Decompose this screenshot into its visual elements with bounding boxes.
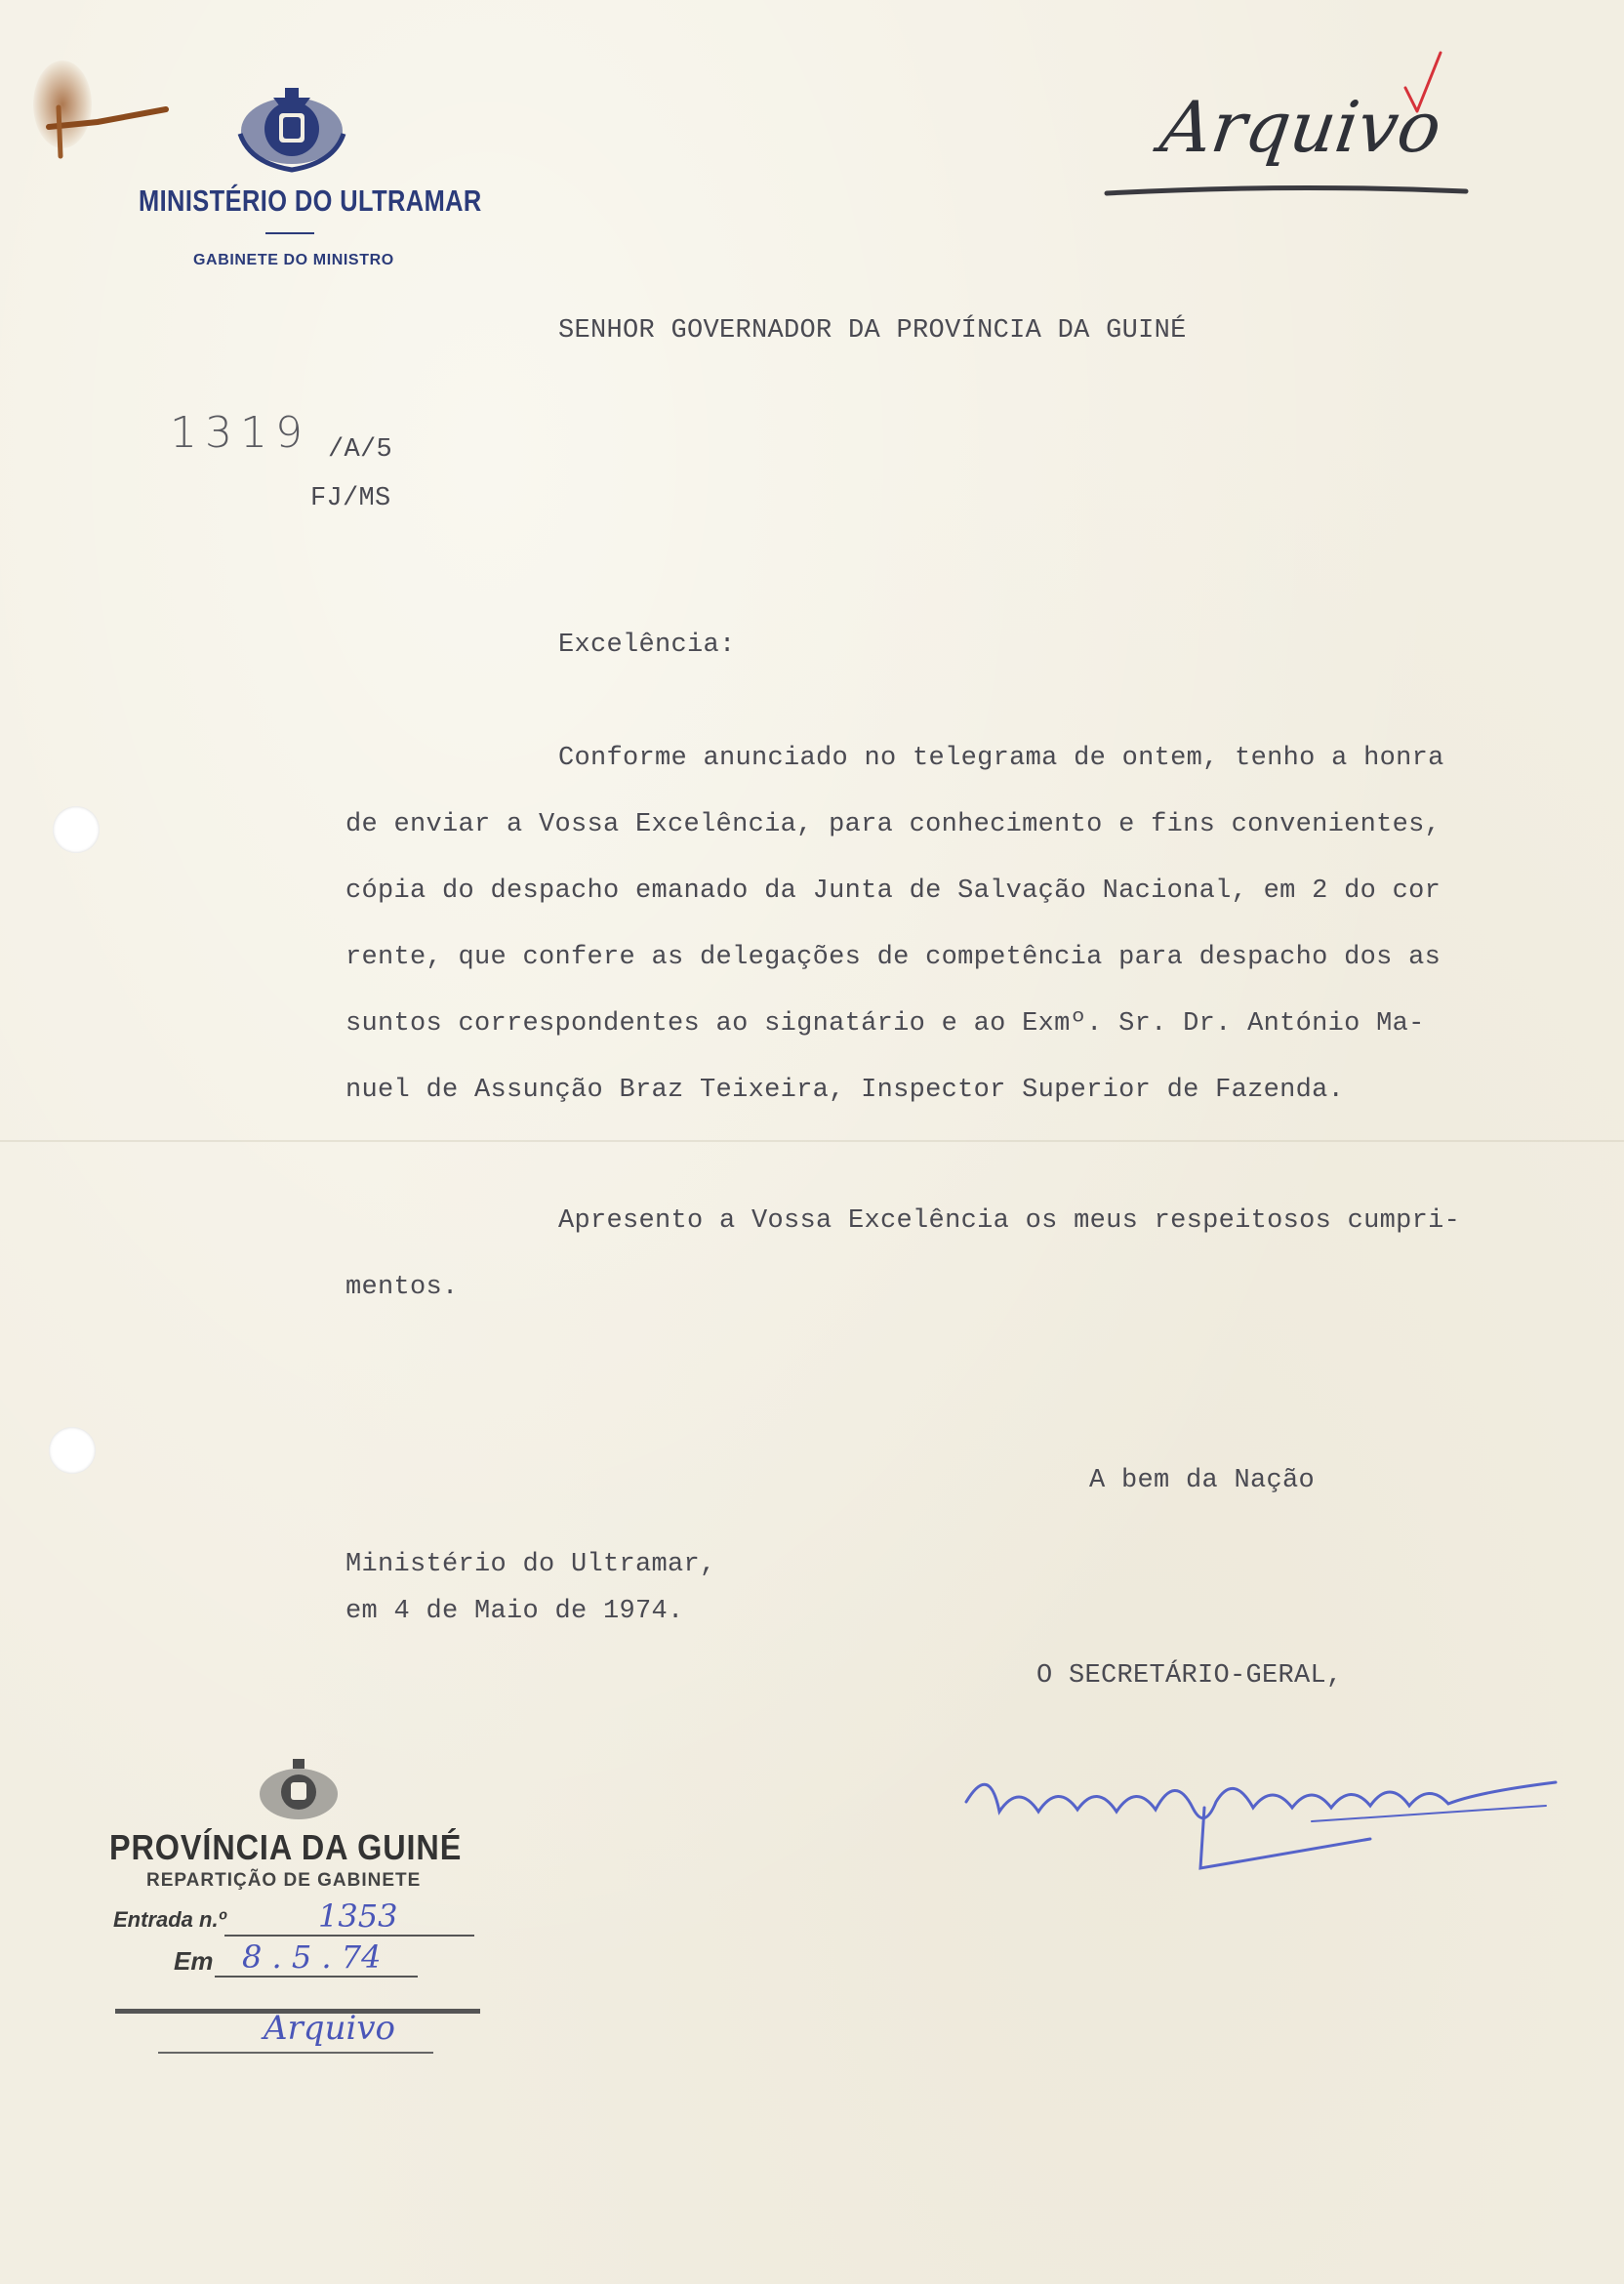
date: em 4 de Maio de 1974. [345,1597,684,1626]
body-line-2: de enviar a Vossa Excelência, para conhecimento e fins convenientes, [345,810,1441,839]
body-line-3: cópia do despacho emanado da Junta de Salvação Nacional, em 2 do cor [345,877,1441,906]
closing-line-1: Apresento a Vossa Excelência os meus respeitosos cumpri- [558,1206,1461,1236]
stamp-department: REPARTIÇÃO DE GABINETE [146,1870,422,1891]
punch-hole-top [53,806,100,853]
stamp-date-value: 8 . 5 . 74 [242,1938,382,1976]
stamp-entry-line [224,1935,474,1937]
coat-of-arms-icon [230,80,353,178]
salutation: Excelência: [558,631,736,660]
punch-hole-bottom [49,1427,96,1474]
fold-line [0,1140,1624,1142]
valediction: A bem da Nação [1089,1466,1316,1495]
place: Ministério do Ultramar, [345,1550,716,1579]
cabinet-name: GABINETE DO MINISTRO [193,252,394,268]
archive-underline [1103,176,1474,205]
stamp-date-label: Em [174,1946,214,1976]
body-line-4: rente, que confere as delegações de competência para despacho dos as [345,943,1441,972]
letterhead-divider [265,232,314,234]
addressee: SENHOR GOVERNADOR DA PROVÍNCIA DA GUINÉ [558,316,1187,346]
body-line-6: nuel de Assunção Braz Teixeira, Inspector Superior de Fazenda. [345,1076,1345,1105]
stamp-note: Arquivo [264,2009,396,2048]
red-check-icon [1401,49,1446,119]
archive-note: Arquivo [1156,86,1446,168]
stamp-emblem-icon [252,1753,345,1827]
stamp-entry-label: Entrada n.º [113,1907,226,1932]
stamp-entry-number: 1353 [318,1897,398,1935]
signature [960,1743,1585,1880]
body-line-5: suntos correspondentes ao signatário e ao Exmº. Sr. Dr. António Ma- [345,1009,1425,1039]
reference-suffix: /A/5 [328,435,393,465]
ministry-name: MINISTÉRIO DO ULTRAMAR [139,184,482,218]
stamp-date-line [215,1976,418,1978]
staple-mark [39,88,176,146]
signatory-title: O SECRETÁRIO-GERAL, [1036,1661,1343,1691]
body-line-1: Conforme anunciado no telegrama de ontem, tenho a honra [558,744,1444,773]
closing-line-2: mentos. [345,1273,459,1302]
reference-number: 1319 [170,408,310,458]
reference-initials: FJ/MS [310,484,391,513]
stamp-note-line [158,2052,433,2054]
stamp-province: PROVÍNCIA DA GUINÉ [109,1827,463,1867]
